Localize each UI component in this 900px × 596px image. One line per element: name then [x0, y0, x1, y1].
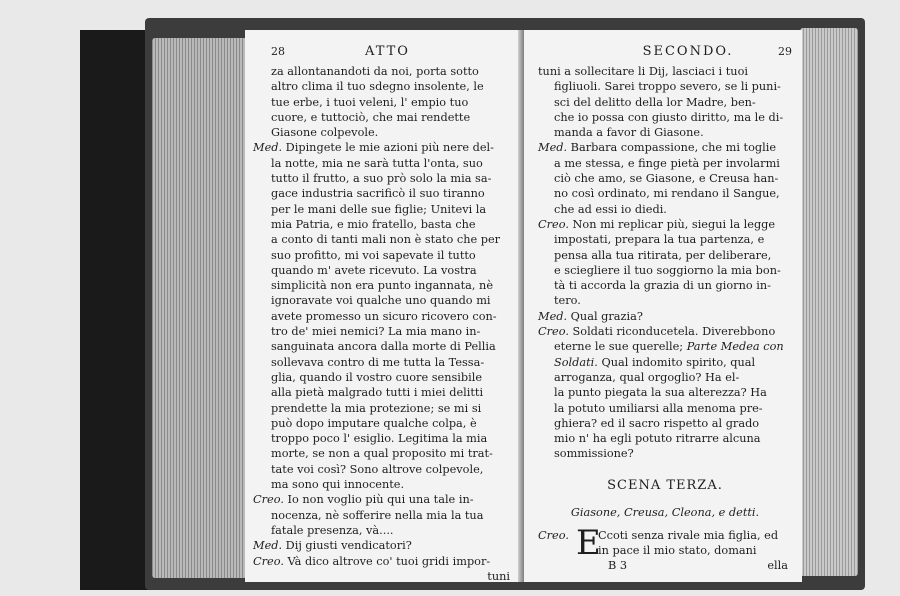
- cast-list: Giasone, Creusa, Cleona, e detti.: [570, 505, 760, 519]
- text-line: [538, 431, 792, 446]
- line-text: Qual grazia?: [570, 309, 643, 323]
- text-line: [538, 370, 792, 385]
- line-text: fatale presenza, và....: [271, 523, 394, 537]
- line-text: morte, se non a qual proposito mi trat-: [271, 447, 493, 461]
- line-text: ma sono qui innocente.: [271, 478, 405, 492]
- speaker-label: Creo.: [253, 554, 284, 568]
- text-line: [538, 95, 792, 110]
- line-text: può dopo imputare qualche colpa, è: [271, 416, 477, 430]
- line-text: cuore, e tuttociò, che mai rendette: [271, 110, 471, 124]
- line-text: suo profitto, mi voi sapevate il tutto: [271, 248, 476, 262]
- line-text: tuni: [487, 569, 510, 583]
- text-line: [271, 263, 510, 278]
- text-line: [271, 446, 510, 461]
- catchword: ella: [767, 558, 788, 572]
- text-line: [538, 171, 792, 186]
- line-text: tà ti accorda la grazia di un giorno in-: [554, 279, 771, 293]
- text-line: [538, 293, 792, 308]
- text-line: [271, 186, 510, 201]
- text-line: [271, 156, 510, 171]
- line-text: ciò che amo, se Giasone, e Creusa han-: [554, 172, 779, 186]
- text-line: [271, 79, 510, 94]
- line-text: sci del delitto della lor Madre, ben-: [554, 95, 756, 109]
- line-text: troppo poco l' esiglio. Legitima la mia: [271, 432, 488, 446]
- text-line: [538, 232, 792, 247]
- line-text: che ad essi io diedi.: [554, 202, 667, 216]
- line-text: za allontanandoti da noi, porta sotto: [271, 65, 479, 78]
- line-text: arroganza, qual orgoglio? Ha el-: [554, 370, 740, 384]
- line-text: a conto di tanti mali non è stato che per: [271, 233, 501, 247]
- scene-heading: SCENA TERZA.: [607, 477, 723, 493]
- text-line: [271, 202, 510, 217]
- line-text: Giasone colpevole.: [271, 126, 379, 140]
- text-line: [538, 355, 792, 370]
- left-page-header: [271, 44, 510, 64]
- line-text: sollevava contro di me tutta la Tessa-: [271, 355, 485, 369]
- text-line: [271, 232, 510, 247]
- text-line: [271, 309, 510, 324]
- text-line: [538, 156, 792, 171]
- line-text: Và dico altrove co' tuoi gridi impor-: [287, 554, 491, 568]
- text-line: [271, 462, 510, 477]
- text-line: [253, 538, 510, 553]
- text-line: [271, 339, 510, 354]
- page-edges-right: [800, 28, 858, 576]
- scene-opening: [538, 522, 792, 563]
- speaker-label: Creo.: [538, 217, 569, 231]
- text-line: [271, 523, 510, 538]
- signature-mark: B 3: [608, 558, 628, 572]
- text-line: [538, 263, 792, 278]
- text-line: [253, 140, 510, 155]
- text-line: [271, 293, 510, 308]
- speaker-label: Creo.: [253, 493, 284, 507]
- line-text: quando m' avete ricevuto. La vostra: [271, 263, 477, 277]
- left-page-text: [253, 64, 510, 584]
- text-line: [538, 202, 792, 217]
- text-line: [271, 95, 510, 110]
- line-text: eterne le sue querelle;: [554, 340, 684, 354]
- line-text: manda a favor di Giasone.: [554, 126, 704, 140]
- text-line: [253, 492, 510, 507]
- text-line: [271, 355, 510, 370]
- text-line: [538, 186, 792, 201]
- text-line: [271, 508, 510, 523]
- line-text: tutto il frutto, a suo prò solo la mia sa-: [271, 172, 492, 186]
- line-text: sanguinata ancora dalla morte di Pellia: [271, 340, 496, 354]
- line-text: la notte, mia ne sarà tutta l'onta, suo: [271, 156, 483, 170]
- text-line: [271, 401, 510, 416]
- text-line: [271, 125, 510, 140]
- text-line: [538, 385, 792, 400]
- right-running-title: SECONDO.: [642, 44, 734, 59]
- right-page: [524, 30, 802, 582]
- stage-direction: Parte Medea con: [686, 340, 784, 354]
- text-line: [271, 385, 510, 400]
- text-line: [271, 324, 510, 339]
- text-line: [538, 140, 792, 155]
- line-text: no così ordinato, mi rendano il Sangue,: [554, 187, 780, 201]
- left-page-number: 28: [271, 45, 285, 58]
- line-text: simplicità non era punto ingannata, nè: [271, 279, 494, 293]
- page-edges-left: [152, 38, 247, 578]
- line-text: nocenza, nè sofferire nella mia la tua: [271, 508, 484, 522]
- text-line: [271, 110, 510, 125]
- text-line: [271, 217, 510, 232]
- text-line: [538, 309, 792, 324]
- text-line: [253, 554, 510, 569]
- line-text: pensa alla tua ritirata, per deliberare,: [554, 248, 772, 262]
- line-text: Io non voglio più qui una tale in-: [287, 493, 474, 507]
- line-text: prendette la mia protezione; se mi si: [271, 401, 482, 415]
- text-line: [538, 64, 792, 79]
- text-line: [538, 110, 792, 125]
- line-text: tro de' miei nemici? La mia mano in-: [271, 325, 481, 339]
- speaker-label: Med.: [253, 539, 283, 553]
- line-text: Barbara compassione, che mi toglie: [570, 141, 777, 155]
- text-line: [271, 64, 510, 79]
- text-line: [271, 416, 510, 431]
- text-line: [271, 477, 510, 492]
- line-text: e sciegliere il tuo soggiorno la mia bon-: [554, 263, 781, 277]
- line-text: Qual indomito spirito, qual: [597, 355, 756, 369]
- line-text: tuni a sollecitare li Dij, lasciaci i tuoi: [538, 65, 748, 78]
- line-text: gace industria sacrificò il suo tiranno: [271, 187, 485, 201]
- text-line: [271, 278, 510, 293]
- text-line: in pace il mio stato, domani: [598, 544, 757, 558]
- line-text: sommissione?: [554, 447, 634, 461]
- text-line: [538, 217, 792, 232]
- text-line: [538, 401, 792, 416]
- text-line: [271, 248, 510, 263]
- line-text: la punto piegata la sua alterezza? Ha: [554, 386, 767, 400]
- text-line: [538, 125, 792, 140]
- speaker-label: Creo.: [538, 325, 569, 339]
- line-text: figliuoli. Sarei troppo severo, se li puni-: [554, 80, 781, 94]
- line-text: per le mani delle sue figlie; Unitevi la: [271, 202, 487, 216]
- text-line: [538, 79, 792, 94]
- line-text: tue erbe, i tuoi veleni, l' empio tuo: [271, 95, 469, 109]
- text-line: [538, 248, 792, 263]
- line-text: Dij giusti vendicatori?: [285, 539, 412, 553]
- right-page-number: 29: [777, 45, 792, 58]
- speaker-label: Med.: [538, 141, 568, 155]
- left-page: [245, 30, 522, 582]
- drop-cap: E: [576, 522, 601, 563]
- speaker-label: Creo.: [538, 528, 569, 542]
- line-text: mia Patria, e mio fratello, basta che: [271, 217, 476, 231]
- line-text: impostati, prepara la tua partenza, e: [554, 233, 765, 247]
- line-text: la potuto umiliarsi alla menoma pre-: [554, 401, 763, 415]
- right-page-header: [538, 44, 792, 64]
- line-text: altro clima il tuo sdegno insolente, le: [271, 80, 484, 94]
- line-text: avete promesso un sicuro ricovero con-: [271, 309, 497, 323]
- line-text: ignoravate voi qualche uno quando mi: [271, 294, 491, 308]
- line-text: Dipingete le mie azioni più nere del-: [285, 141, 494, 155]
- text-line: [271, 569, 510, 584]
- text-line: [538, 446, 792, 461]
- text-line: Ccoti senza rivale mia figlia, ed: [598, 529, 779, 543]
- text-line: [538, 278, 792, 293]
- line-text: mio n' ha egli potuto ritrarre alcuna: [554, 432, 761, 446]
- line-text: Non mi replicar più, siegui la legge: [572, 217, 776, 231]
- text-line: [538, 324, 792, 339]
- line-text: alla pietà malgrado tutti i miei delitti: [271, 386, 484, 400]
- line-text: glia, quando il vostro cuore sensibile: [271, 370, 483, 384]
- line-text: tero.: [554, 294, 581, 308]
- text-line: [271, 171, 510, 186]
- text-line: [271, 370, 510, 385]
- line-text: tate voi così? Sono altrove colpevole,: [271, 462, 484, 476]
- speaker-label: Med.: [253, 141, 283, 155]
- line-text: che io possa con giusto diritto, ma le di-: [554, 110, 784, 124]
- stage-direction: Soldati.: [554, 355, 598, 369]
- line-text: a me stessa, e finge pietà per involarmi: [554, 156, 780, 170]
- text-line: [538, 339, 792, 354]
- line-text: Soldati riconducetela. Diverebbono: [572, 325, 776, 339]
- speaker-label: Med.: [538, 309, 568, 323]
- left-running-title: ATTO: [365, 44, 410, 59]
- text-line: [271, 431, 510, 446]
- line-text: ghiera? ed il sacro rispetto al grado: [554, 416, 760, 430]
- right-page-text: [538, 64, 792, 462]
- text-line: [538, 416, 792, 431]
